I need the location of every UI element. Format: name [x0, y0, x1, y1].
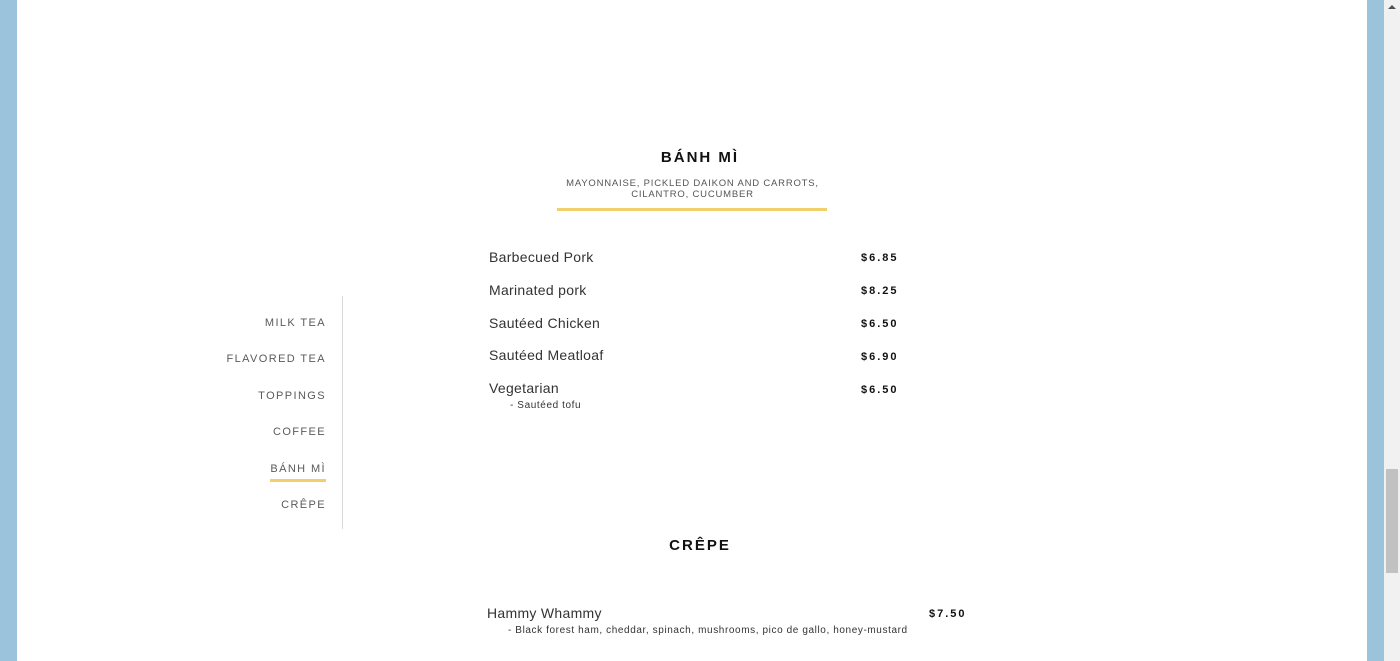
- menu-item-description: - Sautéed tofu: [510, 400, 582, 411]
- menu-item-name: Sautéed Meatloaf: [489, 347, 604, 363]
- menu-item-name: Sautéed Chicken: [489, 315, 601, 331]
- nav-item-coffee[interactable]: COFFEE: [272, 426, 326, 438]
- menu-item-name: Vegetarian: [489, 380, 559, 396]
- menu-item-price: $6.90: [861, 351, 899, 363]
- nav-item-crepe[interactable]: CRÊPE: [281, 499, 326, 511]
- menu-item-name: Marinated pork: [489, 282, 587, 298]
- scroll-up-arrow-icon[interactable]: [1384, 0, 1400, 14]
- menu-item-description: - Black forest ham, cheddar, spinach, mushrooms, pico de gallo, honey-mustard: [508, 625, 908, 636]
- banh-mi-subtitle-line1: MAYONNAISE, PICKLED DAIKON AND CARROTS,: [566, 178, 819, 189]
- nav-item-toppings[interactable]: TOPPINGS: [258, 390, 326, 402]
- menu-item-price: $6.50: [861, 384, 899, 396]
- vertical-scrollbar[interactable]: [1384, 0, 1400, 661]
- menu-category-nav: [200, 296, 343, 529]
- menu-item-price: $6.50: [861, 318, 899, 330]
- menu-item-name: Barbecued Pork: [489, 249, 594, 265]
- crepe-title: CRÊPE: [669, 537, 731, 554]
- menu-item-name: Hammy Whammy: [487, 605, 602, 621]
- banh-mi-subtitle-line2: CILANTRO, CUCUMBER: [631, 189, 754, 200]
- nav-item-banh-mi[interactable]: BÁNH MÌ: [270, 463, 326, 475]
- nav-item-milk-tea[interactable]: MILK TEA: [264, 317, 326, 329]
- menu-item-price: $6.85: [861, 252, 899, 264]
- scrollbar-thumb[interactable]: [1386, 469, 1398, 573]
- menu-item-price: $7.50: [929, 608, 967, 620]
- section-accent-divider: [557, 208, 827, 211]
- nav-item-flavored-tea[interactable]: FLAVORED TEA: [226, 353, 326, 365]
- menu-item-price: $8.25: [861, 285, 899, 297]
- banh-mi-title: BÁNH MÌ: [660, 149, 740, 166]
